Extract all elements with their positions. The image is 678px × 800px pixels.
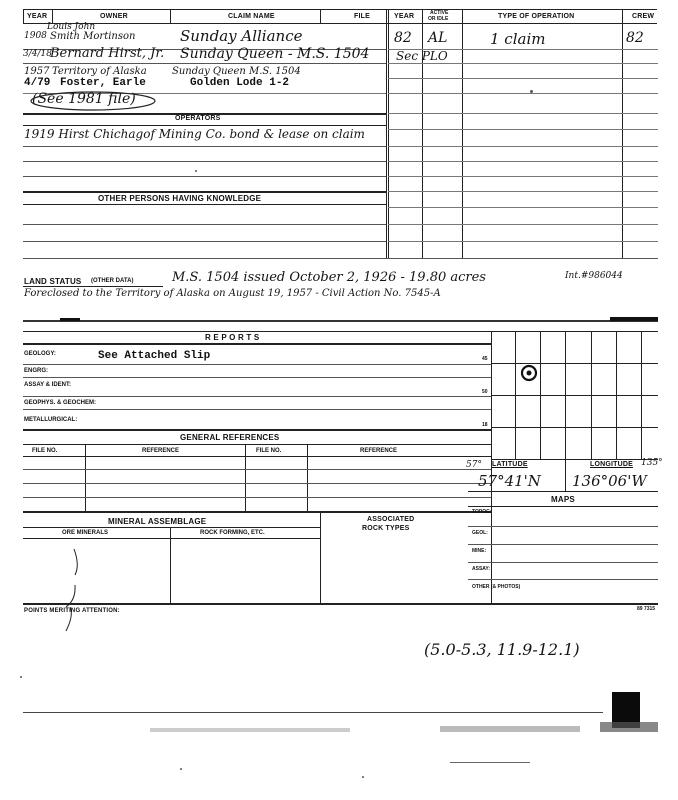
land-status-note: Int.#986044 xyxy=(565,271,623,281)
report-metallurgical-label: METALLURGICAL: xyxy=(24,417,78,423)
map-topog: TOPOG: xyxy=(472,509,492,515)
report-geophys-label: GEOPHYS. & GEOCHEM: xyxy=(24,400,97,406)
scan-noise-2 xyxy=(440,726,580,732)
mineral-assemblage-title: MINERAL ASSEMBLAGE xyxy=(108,517,207,526)
bottom-note: (5.0-5.3, 11.9-12.1) xyxy=(424,640,580,659)
see-file-circle xyxy=(28,90,158,112)
entry-operation: 1 claim xyxy=(490,30,546,48)
map-mine: MINE: xyxy=(472,548,487,554)
points-meriting-label: POINTS MERITING ATTENTION: xyxy=(24,608,120,614)
longitude-suffix: 135° xyxy=(641,458,663,468)
maps-label: MAPS xyxy=(551,495,575,504)
map-assay: ASSAY: xyxy=(472,566,491,572)
ore-minerals-label: ORE MINERALS xyxy=(62,530,109,536)
entry-year: 82 xyxy=(394,30,412,46)
owner-row-4-claim: Golden Lode 1-2 xyxy=(190,77,290,89)
report-geology-value: See Attached Slip xyxy=(98,350,211,362)
operators-label: OPERATORS xyxy=(175,115,221,122)
latitude-label: LATITUDE xyxy=(492,461,528,468)
report-num-45: 45 xyxy=(482,356,488,362)
map-other-photos: OTHER (& PHOTOS) xyxy=(472,584,521,590)
owner-row-2-owner: Bernard Hirst, Jr. xyxy=(50,46,165,61)
claim-location-marker xyxy=(519,363,539,383)
other-persons-label: OTHER PERSONS HAVING KNOWLEDGE xyxy=(98,194,262,203)
scan-smudge-bar xyxy=(600,722,658,732)
header-claim-name: CLAIM NAME xyxy=(228,13,275,20)
entry-crew: 82 xyxy=(626,30,644,46)
scan-noise-1 xyxy=(150,728,350,732)
header-owner: OWNER xyxy=(100,13,128,20)
land-status-line-1: M.S. 1504 issued October 2, 1926 - 19.80 acres xyxy=(172,270,486,285)
owner-row-4-owner: Foster, Earle xyxy=(60,77,146,89)
land-status-label: LAND STATUS xyxy=(24,277,82,286)
report-engrg-label: ENGRG: xyxy=(24,368,48,374)
associated-label: ASSOCIATED xyxy=(367,516,415,523)
longitude-label: LONGITUDE xyxy=(590,461,634,468)
header-year: YEAR xyxy=(27,13,48,20)
ref-col-file-no-2: FILE NO. xyxy=(256,448,282,454)
entry-file-note: Sec PLO xyxy=(396,49,448,63)
rock-types-label: ROCK TYPES xyxy=(362,525,410,532)
ref-col-reference-2: REFERENCE xyxy=(360,448,398,454)
owner-row-4-year: 4/79 xyxy=(24,77,51,89)
latitude-prefix: 57° xyxy=(466,460,482,470)
owner-row-2-claim: Sunday Queen - M.S. 1504 xyxy=(180,46,370,62)
entry-active: AL xyxy=(428,30,448,46)
ref-col-file-no-1: FILE NO. xyxy=(32,448,58,454)
header-active: ACTIVE xyxy=(430,10,449,16)
owner-row-1-claim: Sunday Alliance xyxy=(180,27,303,45)
header-crew: CREW xyxy=(632,13,655,20)
report-num-18: 18 xyxy=(482,422,488,428)
report-num-50: 50 xyxy=(482,389,488,395)
header-year-2: YEAR xyxy=(394,13,415,20)
owner-row-3-claim: Sunday Queen M.S. 1504 xyxy=(172,66,301,77)
header-file: FILE xyxy=(354,13,370,20)
report-geology-label: GEOLOGY: xyxy=(24,351,56,357)
land-status-line-2: Foreclosed to the Territory of Alaska on August 19, 1957 - Civil Action No. 7545-A xyxy=(24,288,441,299)
rock-forming-label: ROCK FORMING, ETC. xyxy=(200,530,265,536)
map-geol: GEOL: xyxy=(472,530,488,536)
ref-col-reference-1: REFERENCE xyxy=(142,448,180,454)
owner-row-2-year: 3/4/18 xyxy=(23,49,52,59)
owner-row-3-year: 1957 xyxy=(24,66,50,77)
longitude-value: 136°06'W xyxy=(572,472,647,490)
owner-row-1-year: 1908 xyxy=(24,31,47,41)
owner-row-1-owner: Smith Mortinson xyxy=(50,31,136,42)
reports-title: R E P O R T S xyxy=(205,333,260,342)
owner-row-3-owner: Territory of Alaska xyxy=(52,66,147,77)
header-type-of-operation: TYPE OF OPERATION xyxy=(498,13,575,20)
handwritten-stroke xyxy=(60,545,90,635)
form-number: 89 7315 xyxy=(637,606,656,612)
see-1981-file: (See 1981 file) xyxy=(32,91,136,107)
land-status-sub: (OTHER DATA) xyxy=(91,278,134,284)
report-assay-label: ASSAY & IDENT: xyxy=(24,382,72,388)
latitude-value: 57°41'N xyxy=(478,472,541,490)
header-or-idle: OR IDLE xyxy=(428,16,449,22)
owner-first-names: Louis John xyxy=(47,22,96,32)
general-references-title: GENERAL REFERENCES xyxy=(180,433,280,442)
operators-entry: 1919 Hirst Chichagof Mining Co. bond & lease on claim xyxy=(24,127,365,141)
